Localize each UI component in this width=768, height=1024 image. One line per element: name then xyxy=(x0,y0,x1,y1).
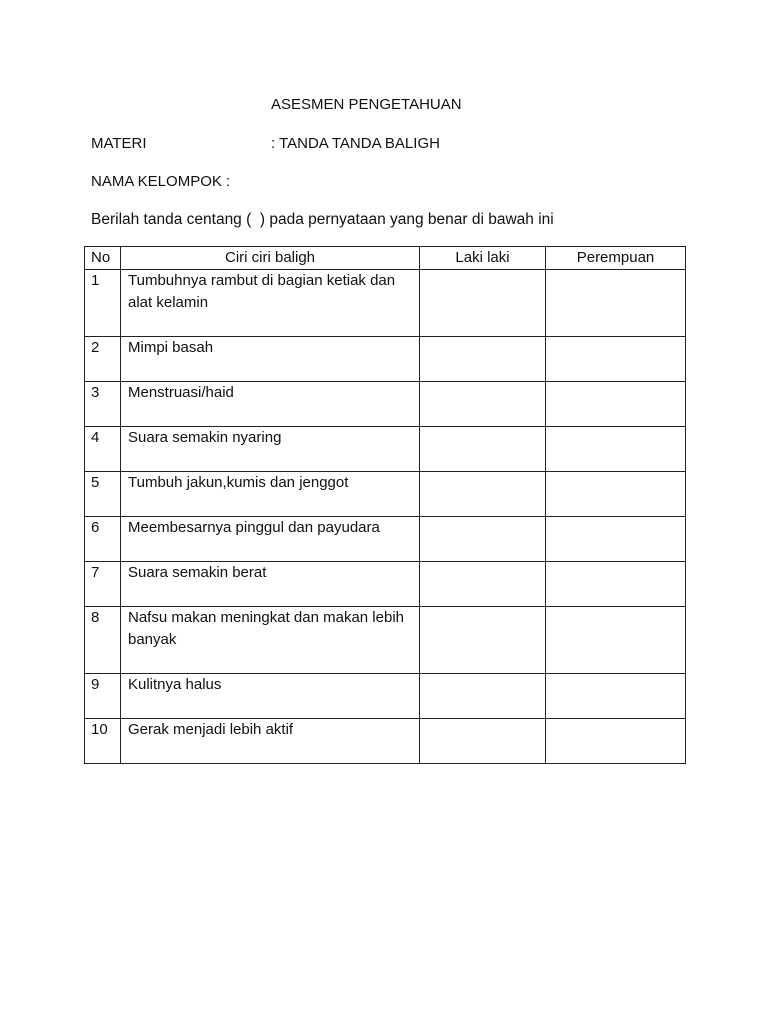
materi-value: : TANDA TANDA BALIGH xyxy=(271,135,440,152)
perempuan-check-cell[interactable] xyxy=(546,427,686,472)
row-number: 2 xyxy=(85,337,121,382)
header-laki-laki: Laki laki xyxy=(420,247,546,270)
laki-laki-check-cell[interactable] xyxy=(420,472,546,517)
row-ciri: Nafsu makan meningkat dan makan lebih banyak xyxy=(121,607,420,674)
perempuan-check-cell[interactable] xyxy=(546,337,686,382)
row-number: 8 xyxy=(85,607,121,674)
table-row xyxy=(85,270,686,337)
row-ciri: Suara semakin berat xyxy=(121,562,420,607)
perempuan-check-cell[interactable] xyxy=(546,674,686,719)
perempuan-check-cell[interactable] xyxy=(546,719,686,764)
instruction-text: Berilah tanda centang ( ) pada pernyataan yang benar di bawah ini xyxy=(91,211,554,228)
table-row xyxy=(85,382,686,427)
laki-laki-check-cell[interactable] xyxy=(420,337,546,382)
row-number: 1 xyxy=(85,270,121,337)
row-number: 3 xyxy=(85,382,121,427)
row-ciri: Kulitnya halus xyxy=(121,674,420,719)
row-ciri: Gerak menjadi lebih aktif xyxy=(121,719,420,764)
row-number: 7 xyxy=(85,562,121,607)
row-number: 5 xyxy=(85,472,121,517)
perempuan-check-cell[interactable] xyxy=(546,472,686,517)
table-row xyxy=(85,674,686,719)
perempuan-check-cell[interactable] xyxy=(546,517,686,562)
row-number: 4 xyxy=(85,427,121,472)
table-row xyxy=(85,337,686,382)
laki-laki-check-cell[interactable] xyxy=(420,719,546,764)
header-ciri: Ciri ciri baligh xyxy=(121,247,420,270)
table-row xyxy=(85,607,686,674)
table-row xyxy=(85,719,686,764)
row-ciri: Mimpi basah xyxy=(121,337,420,382)
laki-laki-check-cell[interactable] xyxy=(420,270,546,337)
materi-label: MATERI xyxy=(91,135,147,152)
laki-laki-check-cell[interactable] xyxy=(420,382,546,427)
table-row xyxy=(85,472,686,517)
row-ciri: Tumbuhnya rambut di bagian ketiak dan alat kelamin xyxy=(121,270,420,337)
table-header-row xyxy=(85,247,686,270)
row-ciri: Suara semakin nyaring xyxy=(121,427,420,472)
laki-laki-check-cell[interactable] xyxy=(420,562,546,607)
perempuan-check-cell[interactable] xyxy=(546,270,686,337)
perempuan-check-cell[interactable] xyxy=(546,382,686,427)
perempuan-check-cell[interactable] xyxy=(546,607,686,674)
table-row xyxy=(85,427,686,472)
perempuan-check-cell[interactable] xyxy=(546,562,686,607)
laki-laki-check-cell[interactable] xyxy=(420,607,546,674)
row-number: 10 xyxy=(85,719,121,764)
assessment-table xyxy=(84,246,686,764)
laki-laki-check-cell[interactable] xyxy=(420,517,546,562)
row-number: 9 xyxy=(85,674,121,719)
table-row xyxy=(85,517,686,562)
laki-laki-check-cell[interactable] xyxy=(420,674,546,719)
row-ciri: Meembesarnya pinggul dan payudara xyxy=(121,517,420,562)
header-perempuan: Perempuan xyxy=(546,247,686,270)
row-number: 6 xyxy=(85,517,121,562)
table-row xyxy=(85,562,686,607)
row-ciri: Menstruasi/haid xyxy=(121,382,420,427)
row-ciri: Tumbuh jakun,kumis dan jenggot xyxy=(121,472,420,517)
laki-laki-check-cell[interactable] xyxy=(420,427,546,472)
nama-kelompok-label: NAMA KELOMPOK : xyxy=(91,173,231,190)
document-title: ASESMEN PENGETAHUAN xyxy=(271,96,462,113)
header-no: No xyxy=(85,247,121,270)
